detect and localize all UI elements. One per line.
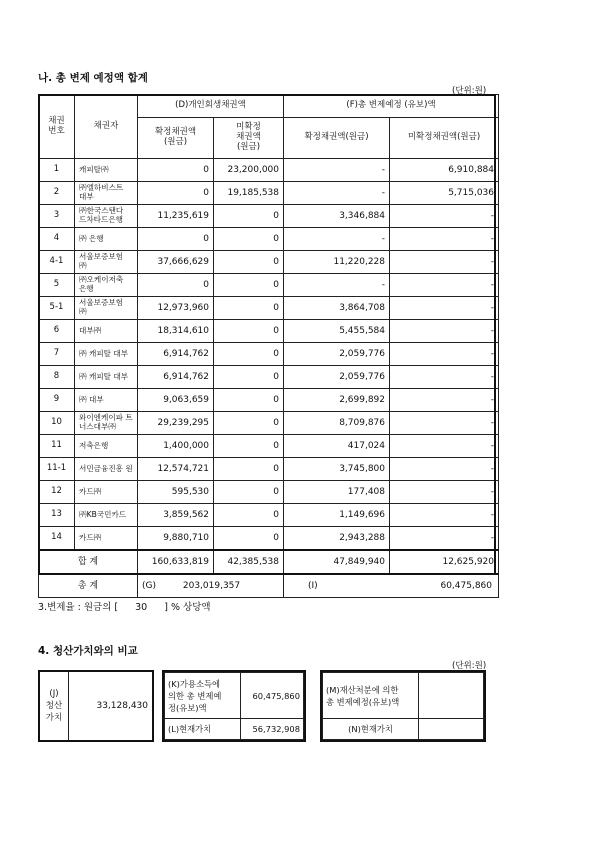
- row-d-unfixed: 0: [214, 228, 284, 251]
- row-f-unfixed: -: [390, 458, 499, 481]
- total-i-value: 60,475,860: [440, 580, 492, 591]
- row-d-unfixed: 0: [214, 527, 284, 551]
- row-f-fixed: 2,943,288: [284, 527, 390, 551]
- sum-f-fixed: 47,849,940: [284, 550, 390, 574]
- row-f-fixed: -: [284, 159, 390, 182]
- row-creditor: ㈜한국스탠다 드차타드은행: [75, 205, 138, 228]
- sum-label: 합 계: [39, 550, 138, 574]
- table-row: [39, 228, 499, 251]
- row-f-fixed: 417,024: [284, 435, 390, 458]
- rate-value: 30: [135, 602, 148, 613]
- row-creditor: ㈜ 캐피탈 대부: [75, 343, 138, 366]
- row-d-unfixed: 23,200,000: [214, 159, 284, 182]
- sum-d-unfixed: 42,385,538: [214, 550, 284, 574]
- header-d-fixed: 확정채권액 (원금): [138, 118, 214, 159]
- asset-disposal-box: [320, 670, 486, 742]
- row-f-unfixed: -: [390, 481, 499, 504]
- row-f-unfixed: -: [390, 527, 499, 551]
- row-d-fixed: 9,880,710: [138, 527, 214, 551]
- total-i: [284, 574, 499, 598]
- sum-d-fixed: 160,633,819: [138, 550, 214, 574]
- row-f-fixed: 3,346,884: [284, 205, 390, 228]
- row-no: 10: [39, 412, 75, 435]
- table-row: [39, 159, 499, 182]
- row-no: 9: [39, 389, 75, 412]
- row-creditor: 서민금융진흥 원: [75, 458, 138, 481]
- row-d-fixed: 18,314,610: [138, 320, 214, 343]
- row-d-fixed: 3,859,562: [138, 504, 214, 527]
- row-f-unfixed: -: [390, 343, 499, 366]
- row-f-fixed: -: [284, 228, 390, 251]
- row-no: 1: [39, 159, 75, 182]
- row-f-fixed: 2,059,776: [284, 343, 390, 366]
- row-no: 6: [39, 320, 75, 343]
- row-f-unfixed: -: [390, 504, 499, 527]
- table-row: [39, 435, 499, 458]
- row-creditor: 카드㈜: [75, 481, 138, 504]
- table-row: [39, 389, 499, 412]
- row-f-unfixed: -: [390, 320, 499, 343]
- row-d-fixed: 6,914,762: [138, 343, 214, 366]
- row-creditor: ㈜오케이저축 은행: [75, 274, 138, 297]
- section4-unit: (단위:원): [452, 661, 487, 671]
- header-d: (D)개인회생채권액: [138, 95, 284, 118]
- row-creditor: 저축은행: [75, 435, 138, 458]
- row-creditor: 캐피탈㈜: [75, 159, 138, 182]
- m-value: [419, 673, 484, 719]
- header-creditor: 채권자: [75, 95, 138, 159]
- row-no: 7: [39, 343, 75, 366]
- row-no: 4-1: [39, 251, 75, 274]
- row-f-unfixed: -: [390, 389, 499, 412]
- row-d-fixed: 9,063,659: [138, 389, 214, 412]
- row-f-unfixed: -: [390, 228, 499, 251]
- row-d-fixed: 0: [138, 274, 214, 297]
- row-f-fixed: 5,455,584: [284, 320, 390, 343]
- m-label: (M)재산처분에 의한 총 변제예정(유보)액: [323, 673, 419, 719]
- section-title: 나. 총 변제 예정액 합계: [38, 72, 148, 84]
- row-no: 11-1: [39, 458, 75, 481]
- header-d-unfixed: 미확정 채권액 (원금): [214, 118, 284, 159]
- table-row: [39, 274, 499, 297]
- row-f-unfixed: -: [390, 205, 499, 228]
- row-no: 4: [39, 228, 75, 251]
- row-d-unfixed: 0: [214, 458, 284, 481]
- row-d-unfixed: 0: [214, 320, 284, 343]
- row-d-unfixed: 0: [214, 504, 284, 527]
- table-row: [39, 297, 499, 320]
- repayment-rate: [38, 599, 211, 613]
- row-f-fixed: 3,864,708: [284, 297, 390, 320]
- sum-f-unfixed: 12,625,920: [390, 550, 499, 574]
- header-f-unfixed: 미확정채권액(원금): [390, 118, 499, 159]
- row-f-fixed: 2,059,776: [284, 366, 390, 389]
- row-d-fixed: 0: [138, 182, 214, 205]
- row-creditor: ㈜ 은행: [75, 228, 138, 251]
- row-no: 5: [39, 274, 75, 297]
- j-value: 33,128,430: [96, 701, 148, 711]
- table-row: [39, 412, 499, 435]
- liquidation-value-box: [38, 670, 154, 742]
- table-row: [39, 343, 499, 366]
- row-no: 8: [39, 366, 75, 389]
- row-d-unfixed: 0: [214, 366, 284, 389]
- row-f-fixed: 177,408: [284, 481, 390, 504]
- table-row: [39, 527, 499, 551]
- row-d-fixed: 29,239,295: [138, 412, 214, 435]
- rate-suffix: ] % 상당액: [164, 602, 211, 613]
- n-value: [419, 719, 484, 740]
- l-value: 56,732,908: [241, 719, 304, 740]
- row-d-unfixed: 0: [214, 251, 284, 274]
- k-label: (K)가용소득에 의한 총 변제예 정(유보)액: [165, 673, 241, 719]
- row-d-fixed: 11,235,619: [138, 205, 214, 228]
- row-creditor: ㈜KB국민카드: [75, 504, 138, 527]
- row-f-fixed: 8,709,876: [284, 412, 390, 435]
- row-d-unfixed: 0: [214, 205, 284, 228]
- row-f-fixed: -: [284, 182, 390, 205]
- total-g: [138, 574, 284, 598]
- row-d-fixed: 0: [138, 228, 214, 251]
- row-d-fixed: 12,574,721: [138, 458, 214, 481]
- n-label: (N)현재가치: [323, 719, 419, 740]
- row-no: 11: [39, 435, 75, 458]
- repayment-table: [38, 94, 499, 598]
- unit-label: (단위:원): [452, 86, 487, 96]
- row-creditor: ㈜ 대부: [75, 389, 138, 412]
- header-f-fixed: 확정채권액(원금): [284, 118, 390, 159]
- row-f-fixed: 2,699,892: [284, 389, 390, 412]
- row-f-unfixed: -: [390, 366, 499, 389]
- income-repayment-box: [162, 670, 306, 742]
- row-f-unfixed: -: [390, 274, 499, 297]
- row-d-fixed: 12,973,960: [138, 297, 214, 320]
- row-d-unfixed: 19,185,538: [214, 182, 284, 205]
- row-no: 5-1: [39, 297, 75, 320]
- row-d-fixed: 1,400,000: [138, 435, 214, 458]
- row-creditor: 서울보증보험 ㈜: [75, 251, 138, 274]
- row-d-fixed: 37,666,629: [138, 251, 214, 274]
- row-f-unfixed: -: [390, 251, 499, 274]
- total-i-label: (I): [308, 580, 318, 591]
- header-no: 채권 번호: [39, 95, 75, 159]
- row-d-unfixed: 0: [214, 297, 284, 320]
- l-label: (L)현재가치: [165, 719, 241, 740]
- total-label: 총 계: [39, 574, 138, 598]
- table-row: [39, 320, 499, 343]
- row-d-unfixed: 0: [214, 412, 284, 435]
- row-f-unfixed: -: [390, 297, 499, 320]
- row-no: 14: [39, 527, 75, 551]
- row-creditor: ㈜엘하비스트 대부: [75, 182, 138, 205]
- row-creditor: ㈜ 캐피탈 대부: [75, 366, 138, 389]
- row-f-unfixed: 5,715,036: [390, 182, 499, 205]
- row-f-unfixed: -: [390, 435, 499, 458]
- table-row: [39, 366, 499, 389]
- row-d-unfixed: 0: [214, 389, 284, 412]
- row-no: 2: [39, 182, 75, 205]
- row-f-fixed: 1,149,696: [284, 504, 390, 527]
- total-g-value: 203,019,357: [182, 580, 241, 591]
- row-creditor: 와이엔케이파 트너스대부㈜: [75, 412, 138, 435]
- table-row: [39, 458, 499, 481]
- row-no: 13: [39, 504, 75, 527]
- row-f-fixed: 3,745,800: [284, 458, 390, 481]
- row-d-unfixed: 0: [214, 343, 284, 366]
- row-d-unfixed: 0: [214, 481, 284, 504]
- row-no: 12: [39, 481, 75, 504]
- row-f-unfixed: -: [390, 412, 499, 435]
- row-creditor: 서울보증보험 ㈜: [75, 297, 138, 320]
- row-creditor: 카드㈜: [75, 527, 138, 551]
- section4-title: 4. 청산가치와의 비교: [38, 645, 138, 657]
- j-label: (J) 청산 가치: [40, 672, 69, 740]
- table-row: [39, 205, 499, 228]
- table-row: [39, 504, 499, 527]
- row-creditor: 대부㈜: [75, 320, 138, 343]
- table-row: [39, 251, 499, 274]
- row-f-fixed: -: [284, 274, 390, 297]
- row-d-unfixed: 0: [214, 435, 284, 458]
- row-f-fixed: 11,220,228: [284, 251, 390, 274]
- row-d-fixed: 6,914,762: [138, 366, 214, 389]
- row-d-unfixed: 0: [214, 274, 284, 297]
- table-row: [39, 182, 499, 205]
- row-d-fixed: 0: [138, 159, 214, 182]
- table-row: [39, 481, 499, 504]
- k-value: 60,475,860: [241, 673, 304, 719]
- row-f-unfixed: 6,910,884: [390, 159, 499, 182]
- total-g-label: (G): [142, 580, 156, 591]
- rate-prefix: 3.변제율 : 원금의 [: [38, 602, 119, 613]
- row-no: 3: [39, 205, 75, 228]
- header-f: (F)총 변제예정 (유보)액: [284, 95, 499, 118]
- row-d-fixed: 595,530: [138, 481, 214, 504]
